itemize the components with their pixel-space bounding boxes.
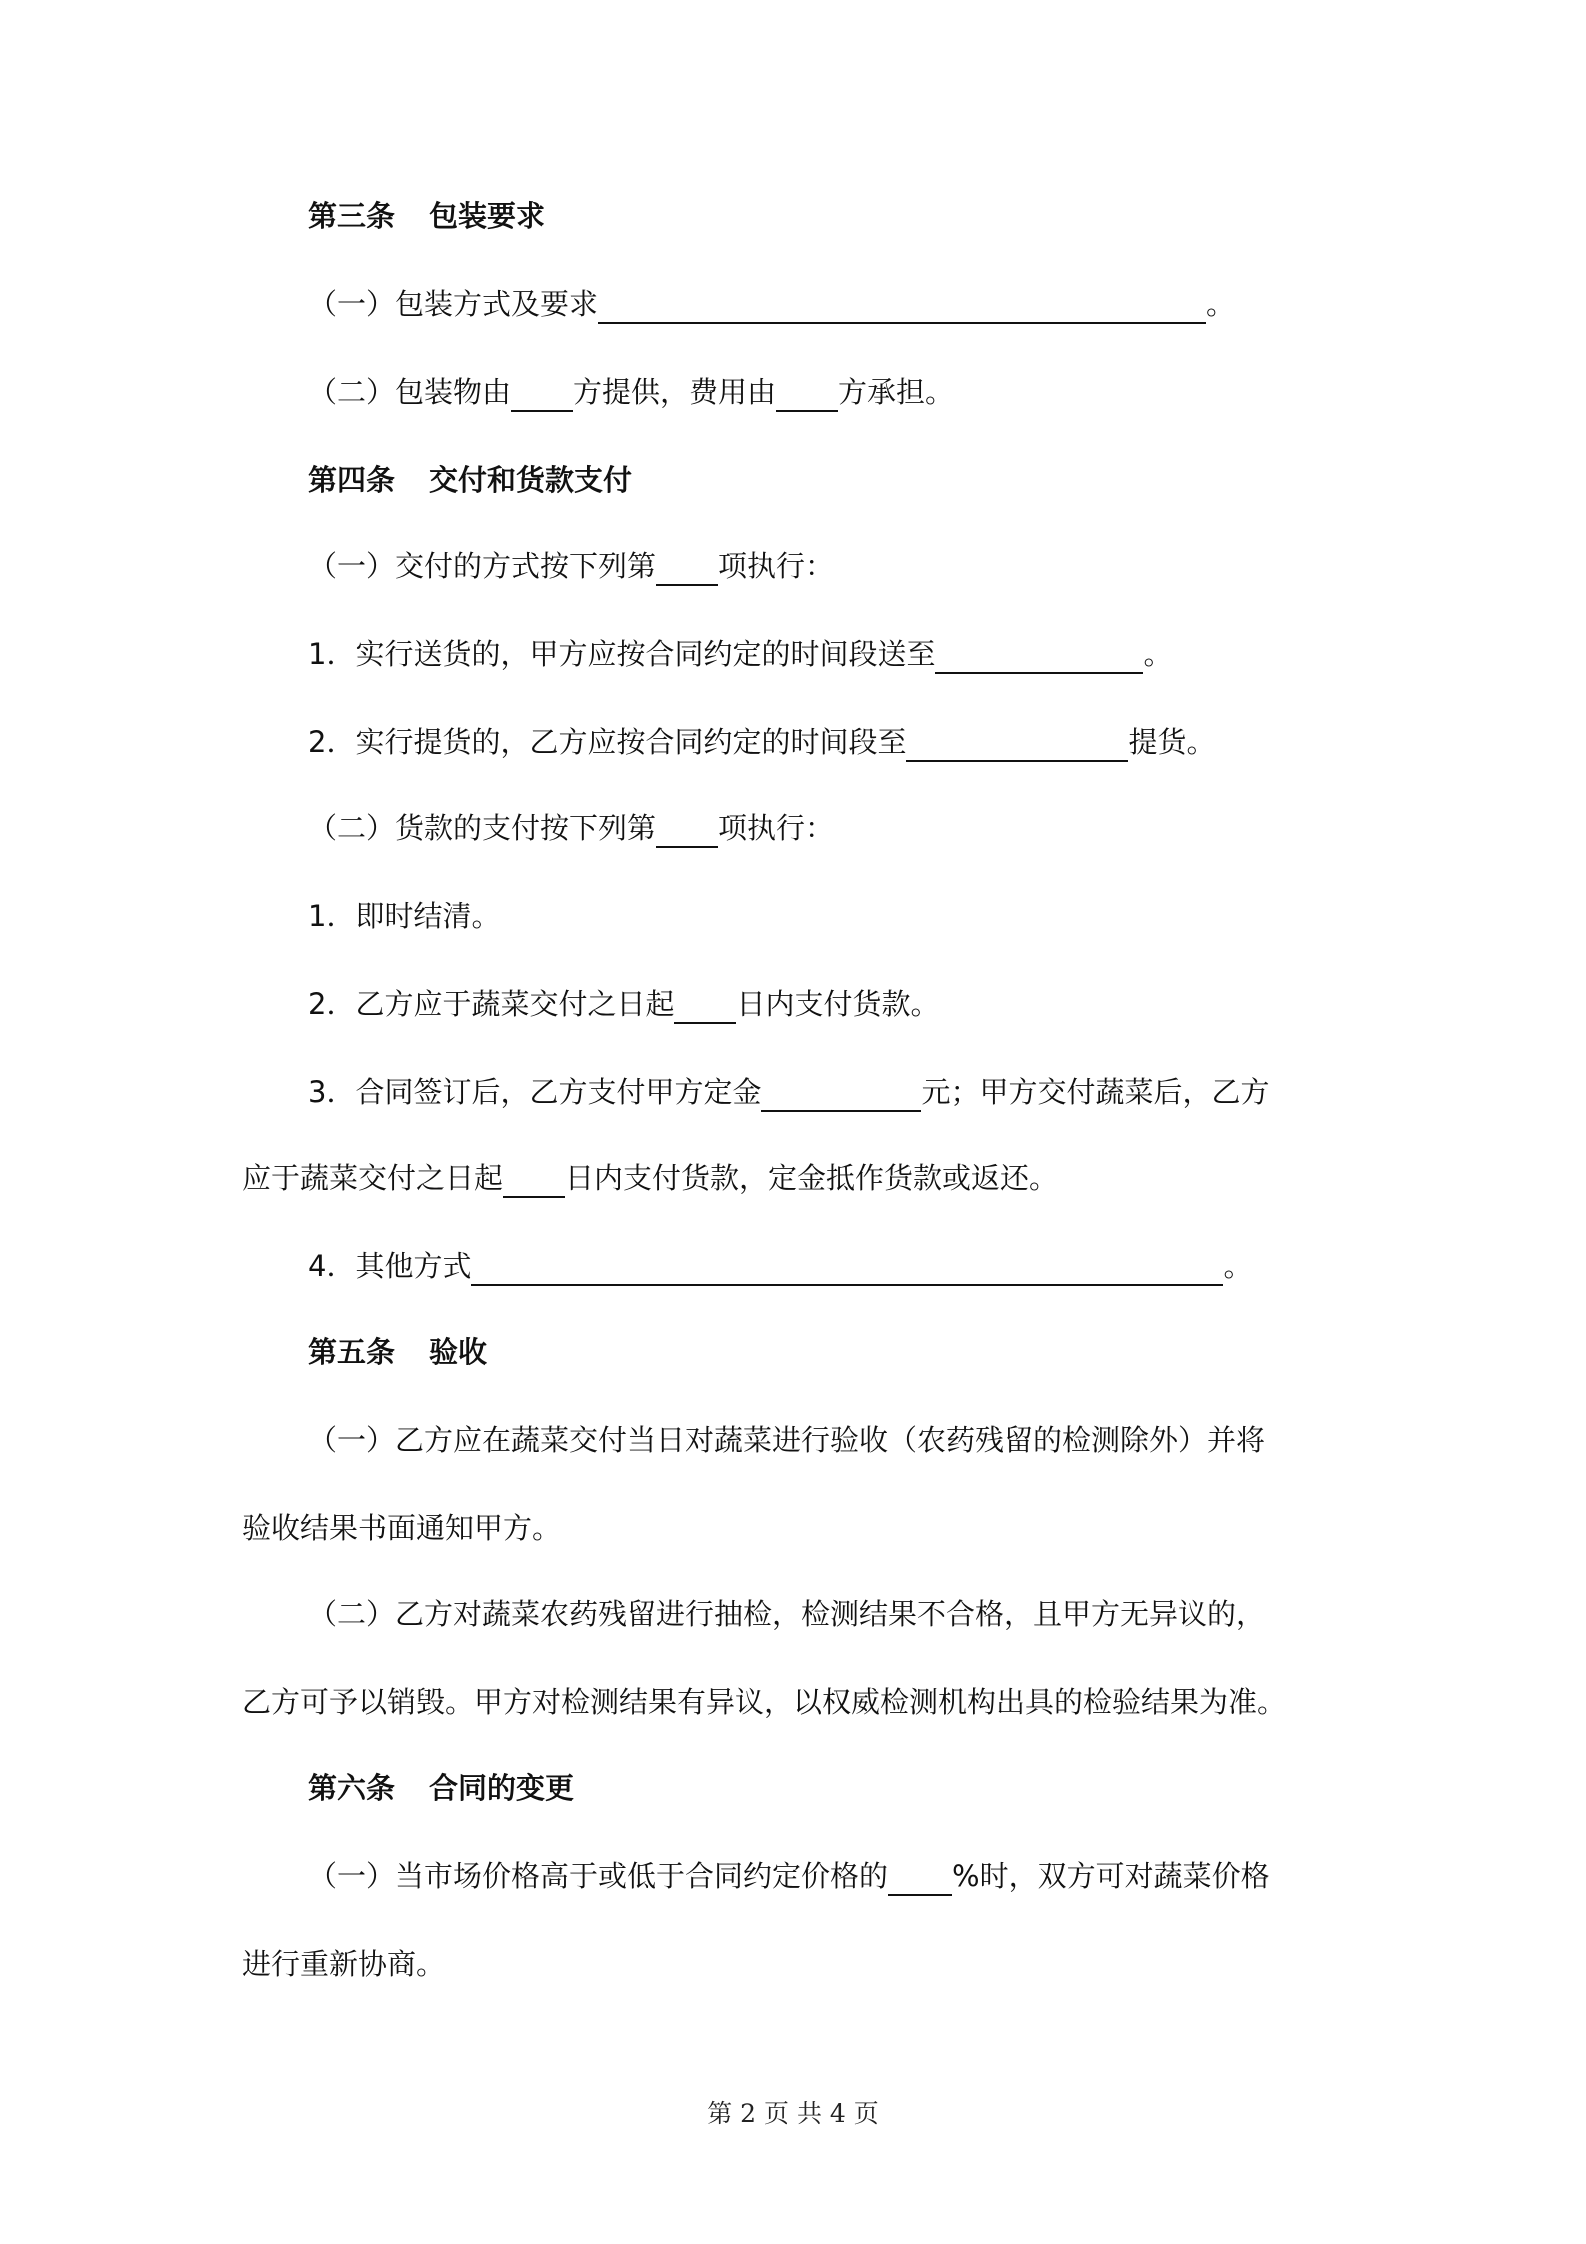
clause-text: 进行重新协商。 bbox=[242, 1947, 446, 1981]
clause-text: 方提供，费用由 bbox=[573, 375, 777, 409]
article-4-delivery-option-1 bbox=[308, 634, 1172, 674]
clause-text: 1．实行送货的，甲方应按合同约定的时间段送至 bbox=[308, 637, 936, 671]
fill-blank[interactable] bbox=[503, 1162, 565, 1198]
clause-text: 日内支付货款。 bbox=[736, 987, 940, 1021]
article-5-title: 验收 bbox=[429, 1335, 488, 1369]
clause-text: 提货。 bbox=[1128, 725, 1216, 759]
page-number-footer: 第 2 页 共 4 页 bbox=[707, 2099, 879, 2128]
article-4-payment-option-1 bbox=[308, 896, 500, 936]
clause-text: 3．合同签订后，乙方支付甲方定金 bbox=[308, 1075, 762, 1109]
clause-text: 日内支付货款，定金抵作货款或返还。 bbox=[565, 1161, 1059, 1195]
clause-text: （二）乙方对蔬菜农药残留进行抽检，检测结果不合格，且甲方无异议的， bbox=[308, 1597, 1266, 1631]
clause-text: （二）包装物由 bbox=[308, 375, 512, 409]
article-4-payment bbox=[308, 808, 834, 848]
fill-blank[interactable] bbox=[598, 288, 1206, 324]
article-4-payment-option-3-cont bbox=[242, 1158, 1058, 1198]
article-5-item-2 bbox=[308, 1594, 1265, 1634]
article-3-item-2 bbox=[308, 372, 954, 412]
clause-text: （一）乙方应在蔬菜交付当日对蔬菜进行验收（农药残留的检测除外）并将 bbox=[308, 1423, 1266, 1457]
clause-text: 。 bbox=[1206, 287, 1236, 321]
article-5-number: 第五条 bbox=[308, 1335, 396, 1369]
clause-text: 2．乙方应于蔬菜交付之日起 bbox=[308, 987, 675, 1021]
clause-text: 。 bbox=[1143, 637, 1173, 671]
clause-text: 方承担。 bbox=[838, 375, 955, 409]
article-4-payment-option-3 bbox=[308, 1072, 1269, 1112]
clause-text: 项执行： bbox=[718, 549, 835, 583]
clause-text: （一）包装方式及要求 bbox=[308, 287, 599, 321]
clause-text: （二）货款的支付按下列第 bbox=[308, 811, 657, 845]
clause-text: 元；甲方交付蔬菜后，乙方 bbox=[921, 1075, 1270, 1109]
article-4-heading bbox=[308, 460, 632, 500]
clause-text: 项执行： bbox=[718, 811, 835, 845]
fill-blank[interactable] bbox=[471, 1250, 1223, 1286]
clause-text: %时，双方可对蔬菜价格 bbox=[952, 1859, 1270, 1893]
article-4-delivery bbox=[308, 546, 834, 586]
article-6-number: 第六条 bbox=[308, 1771, 396, 1805]
fill-blank[interactable] bbox=[656, 550, 718, 586]
clause-text: 4．其他方式 bbox=[308, 1249, 472, 1283]
article-6-heading bbox=[308, 1768, 574, 1808]
fill-blank[interactable] bbox=[674, 988, 736, 1024]
fill-blank[interactable] bbox=[906, 726, 1128, 762]
article-5-item-1-cont bbox=[242, 1508, 561, 1548]
article-3-heading bbox=[308, 196, 545, 236]
article-6-item-1 bbox=[308, 1856, 1270, 1896]
article-4-title: 交付和货款支付 bbox=[429, 463, 633, 497]
article-6-title: 合同的变更 bbox=[429, 1771, 575, 1805]
clause-text: 乙方可予以销毁。甲方对检测结果有异议，以权威检测机构出具的检验结果为准。 bbox=[242, 1685, 1287, 1719]
clause-text: （一）交付的方式按下列第 bbox=[308, 549, 657, 583]
article-3-number: 第三条 bbox=[308, 199, 396, 233]
article-5-heading bbox=[308, 1332, 487, 1372]
clause-text: 。 bbox=[1223, 1249, 1253, 1283]
article-5-item-1 bbox=[308, 1420, 1265, 1460]
article-3-item-1 bbox=[308, 284, 1235, 324]
article-4-number: 第四条 bbox=[308, 463, 396, 497]
article-4-payment-option-4 bbox=[308, 1246, 1252, 1286]
fill-blank[interactable] bbox=[511, 376, 573, 412]
fill-blank[interactable] bbox=[935, 638, 1143, 674]
article-4-delivery-option-2 bbox=[308, 722, 1215, 762]
article-3-title: 包装要求 bbox=[429, 199, 546, 233]
article-4-payment-option-2 bbox=[308, 984, 939, 1024]
fill-blank[interactable] bbox=[656, 812, 718, 848]
fill-blank[interactable] bbox=[761, 1076, 921, 1112]
fill-blank[interactable] bbox=[888, 1860, 952, 1896]
clause-text: 应于蔬菜交付之日起 bbox=[242, 1161, 504, 1195]
article-5-item-2-cont bbox=[242, 1682, 1286, 1722]
article-6-item-1-cont bbox=[242, 1944, 445, 1984]
clause-text: 1．即时结清。 bbox=[308, 899, 501, 933]
clause-text: 2．实行提货的，乙方应按合同约定的时间段至 bbox=[308, 725, 907, 759]
clause-text: 验收结果书面通知甲方。 bbox=[242, 1511, 562, 1545]
clause-text: （一）当市场价格高于或低于合同约定价格的 bbox=[308, 1859, 889, 1893]
fill-blank[interactable] bbox=[776, 376, 838, 412]
